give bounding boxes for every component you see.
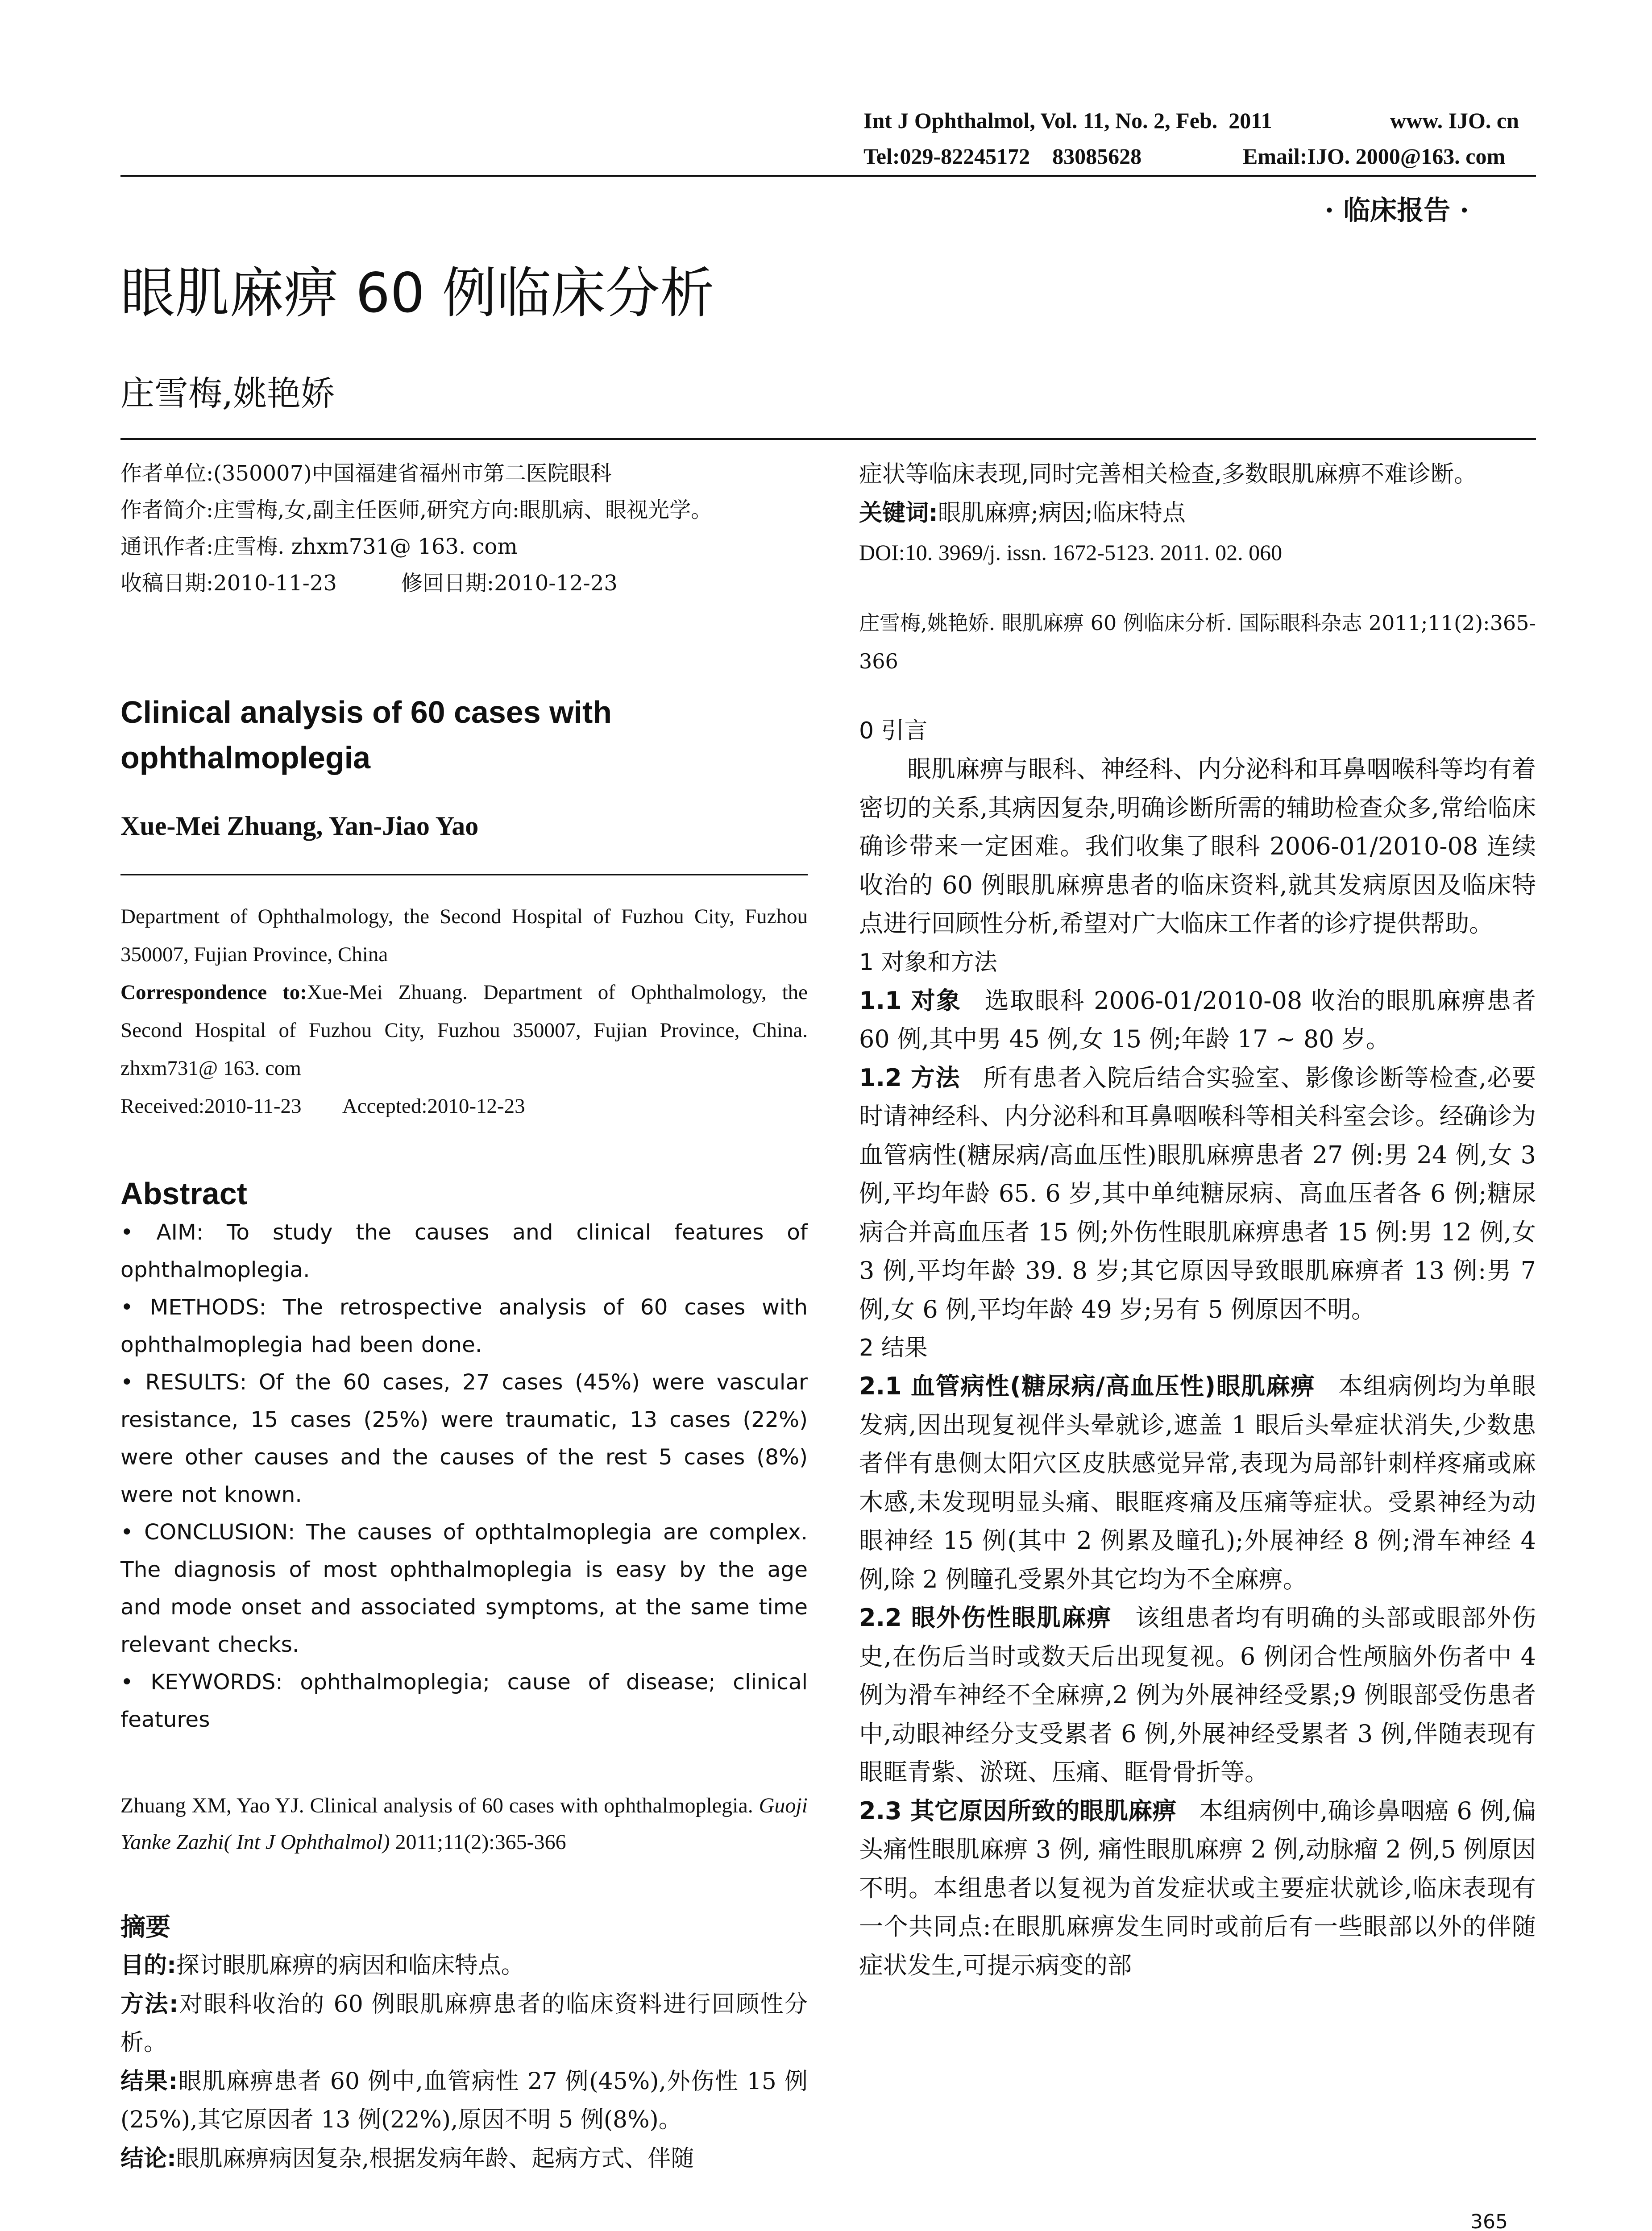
abstract-cn <box>120 1946 808 2178</box>
abstract-conclusion: • CONCLUSION: The causes of opthtalmoplegia are complex. The diagnosis of most ophthalmoplegia is easy by the age and mode onset and associated symptoms, at the same time relevant checks. <box>120 1520 808 1657</box>
abstract-cn-results-label: 结果: <box>120 2068 178 2095</box>
abstract-en <box>120 1214 808 1738</box>
journal-line: Int J Ophthalmol, Vol. 11, No. 2, Feb. 2011 <box>863 108 1272 133</box>
citation-en-journal: Guoji Yanke Zazhi( Int J Ophthalmol) <box>120 1794 808 1854</box>
affiliation-en <box>120 898 808 1125</box>
section-1-1 <box>859 982 1536 1059</box>
corr-text: Xue-Mei Zhuang. Department of Ophthalmology, the Second Hospital of Fuzhou City, Fuzhou 350007, Fujian Province, China. zhxm731@ 163. com <box>120 981 808 1080</box>
corr-label: Correspondence to: <box>120 981 307 1004</box>
section-2-2 <box>859 1599 1536 1792</box>
abstract-heading: Abstract <box>120 1176 247 1211</box>
correspondence <box>120 974 808 1087</box>
section-1-heading: 1 对象和方法 <box>859 949 997 976</box>
section-tag: · 临床报告 · <box>1324 195 1469 226</box>
journal-email: Email:IJO. 2000@163. com <box>1243 144 1506 169</box>
abstract-cn-aim-label: 目的: <box>120 1952 176 1979</box>
section-2-3 <box>859 1792 1536 1985</box>
title-rule <box>120 438 1536 440</box>
abstract-cn-results-text: 眼肌麻痹患者 60 例中,血管病性 27 例(45%),外伤性 15 例(25%),其它原因者 13 例(22%),原因不明 5 例(8%)。 <box>120 2068 808 2133</box>
conclusion-continued: 症状等临床表现,同时完善相关检查,多数眼肌麻痹不难诊断。 <box>859 461 1478 488</box>
section-2-3-label: 2.3 其它原因所致的眼肌麻痹 <box>859 1796 1177 1825</box>
abstract-methods: • METHODS: The retrospective analysis of 60 cases with ophthalmoplegia had been done. <box>120 1295 808 1357</box>
affiliation-block <box>120 455 808 640</box>
journal-website: www. IJO. cn <box>1390 108 1519 133</box>
section-2-heading: 2 结果 <box>859 1335 928 1361</box>
section-2-2-label: 2.2 眼外伤性眼肌麻痹 <box>859 1604 1112 1632</box>
section-2-1-label: 2.1 血管病性(糖尿病/高血压性)眼肌麻痹 <box>859 1372 1316 1400</box>
abstract-cn-methods-label: 方法: <box>120 1990 178 2018</box>
citation-cn: 庄雪梅,姚艳娇. 眼肌麻痹 60 例临床分析. 国际眼科杂志 2011;11(2):365-366 <box>859 611 1536 673</box>
section-2-2-text: 该组患者均有明确的头部或眼部外伤史,在伤后当时或数天后出现复视。6 例闭合性颅脑外伤者中 4 例为滑车神经不全麻痹,2 例为外展神经受累;9 例眼部受伤患者中,动眼神经分支受累者 6 例,外展神经受累者 3 例,伴随表现有眼眶青紫、淤斑、压痛、眶骨骨折等。 <box>859 1604 1536 1786</box>
section-2-3-text: 本组病例中,确诊鼻咽癌 6 例,偏头痛性眼肌麻痹 3 例, 痛性眼肌麻痹 2 例,动脉瘤 2 例,5 例原因不明。本组患者以复视为首发症状或主要症状就诊,临床表现有一个共同点:在眼肌麻痹发生同时或前后有一些眼部以外的伴随症状发生,可提示病变的部 <box>859 1796 1536 1979</box>
section-1-1-label: 1.1 对象 <box>859 986 962 1015</box>
abstract-cn-heading: 摘要 <box>120 1913 170 1942</box>
affil-bio: 作者简介:庄雪梅,女,副主任医师,研究方向:眼肌病、眼视光学。 <box>120 498 713 523</box>
title-en: Clinical analysis of 60 cases with ophthalmoplegia <box>120 695 612 775</box>
affil-dates: 收稿日期:2010-11-23 修回日期:2010-12-23 <box>120 571 618 596</box>
abstract-cn-methods <box>120 1985 808 2062</box>
page-title: 眼肌麻痹 60 例临床分析 <box>120 261 714 325</box>
left-column <box>120 455 808 2178</box>
abstract-cn-methods-text: 对眼科收治的 60 例眼肌麻痹患者的临床资料进行回顾性分析。 <box>120 1990 808 2056</box>
citation-en-suffix: 2011;11(2):365-366 <box>390 1830 566 1854</box>
section-2-1 <box>859 1367 1536 1599</box>
authors-en: Xue-Mei Zhuang, Yan-Jiao Yao <box>120 811 479 841</box>
abstract-cn-conclusion-text: 眼肌麻痹病因复杂,根据发病年龄、起病方式、伴随 <box>176 2145 694 2172</box>
right-column <box>859 455 1536 1985</box>
abstract-cn-results <box>120 2062 808 2140</box>
keywords-cn <box>859 494 1536 533</box>
citation-en <box>120 1787 808 1861</box>
keywords-cn-text: 眼肌麻痹;病因;临床特点 <box>938 499 1186 527</box>
abstract-cn-conclusion-label: 结论: <box>120 2145 176 2172</box>
abstract-cn-aim-text: 探讨眼肌麻痹的病因和临床特点。 <box>176 1952 524 1979</box>
keywords-cn-label: 关键词: <box>859 499 938 527</box>
received-accepted: Received:2010-11-23 Accepted:2010-12-23 <box>120 1095 525 1118</box>
citation-en-prefix: Zhuang XM, Yao YJ. Clinical analysis of 60 cases with ophthalmoplegia. <box>120 1794 759 1817</box>
doi: DOI:10. 3969/j. issn. 1672-5123. 2011. 02. 060 <box>859 540 1283 565</box>
abstract-aim: • AIM: To study the causes and clinical features of ophthalmoplegia. <box>120 1220 808 1282</box>
section-1-1-text: 选取眼科 2006-01/2010-08 收治的眼肌麻痹患者 60 例,其中男 45 例,女 15 例;年龄 17 ~ 80 岁。 <box>859 986 1536 1053</box>
authors-cn: 庄雪梅,姚艳娇 <box>120 373 335 413</box>
abstract-cn-conclusion <box>120 2140 808 2178</box>
authors-rule <box>120 874 808 875</box>
header-rule <box>120 175 1536 177</box>
journal-tel: Tel:029-82245172 83085628 <box>863 144 1142 169</box>
section-1-2 <box>859 1059 1536 1329</box>
section-1-2-label: 1.2 方法 <box>859 1063 961 1092</box>
abstract-keywords: • KEYWORDS: ophthalmoplegia; cause of disease; clinical features <box>120 1670 808 1732</box>
abstract-cn-aim <box>120 1946 808 1985</box>
affil-corr: 通讯作者:庄雪梅. zhxm731@ 163. com <box>120 534 518 559</box>
section-0-heading: 0 引言 <box>859 717 928 744</box>
section-0-text: 眼肌麻痹与眼科、神经科、内分泌科和耳鼻咽喉科等均有着密切的关系,其病因复杂,明确诊断所需的辅助检查众多,常给临床确诊带来一定困难。我们收集了眼科 2006-01/2010-08 连续收治的 60 例眼肌麻痹患者的临床资料,就其发病原因及临床特点进行回顾性分析,希望对广大临床工作者的诊疗提供帮助。 <box>859 755 1536 937</box>
section-2-1-text: 本组病例均为单眼发病,因出现复视伴头晕就诊,遮盖 1 眼后头晕症状消失,少数患者伴有患侧太阳穴区皮肤感觉异常,表现为局部针刺样疼痛或麻木感,未发现明显头痛、眼眶疼痛及压痛等症状。受累神经为动眼神经 15 例(其中 2 例累及瞳孔);外展神经 8 例;滑车神经 4 例,除 2 例瞳孔受累外其它均为不全麻痹。 <box>859 1372 1536 1593</box>
affil-unit: 作者单位:(350007)中国福建省福州市第二医院眼科 <box>120 461 612 486</box>
abstract-results: • RESULTS: Of the 60 cases, 27 cases (45%) were vascular resistance, 15 cases (25%) were traumatic, 13 cases (22%) were other causes and the causes of the rest 5 cases (8%) were not known. <box>120 1370 808 1507</box>
page-number: 365 <box>1470 2210 1508 2231</box>
dept-en: Department of Ophthalmology, the Second Hospital of Fuzhou City, Fuzhou 350007, Fujian Province, China <box>120 905 808 966</box>
section-1-2-text: 所有患者入院后结合实验室、影像诊断等检查,必要时请神经科、内分泌科和耳鼻咽喉科等相关科室会诊。经确诊为血管病性(糖尿病/高血压性)眼肌麻痹患者 27 例:男 24 例,女 3 例,平均年龄 65. 6 岁,其中单纯糖尿病、高血压者各 6 例;糖尿病合并高血压者 15 例;外伤性眼肌麻痹患者 15 例:男 12 例,女 3 例,平均年龄 39. 8 岁;其它原因导致眼肌麻痹者 13 例:男 7 例,女 6 例,平均年龄 49 岁;另有 5 例原因不明。 <box>859 1063 1536 1323</box>
